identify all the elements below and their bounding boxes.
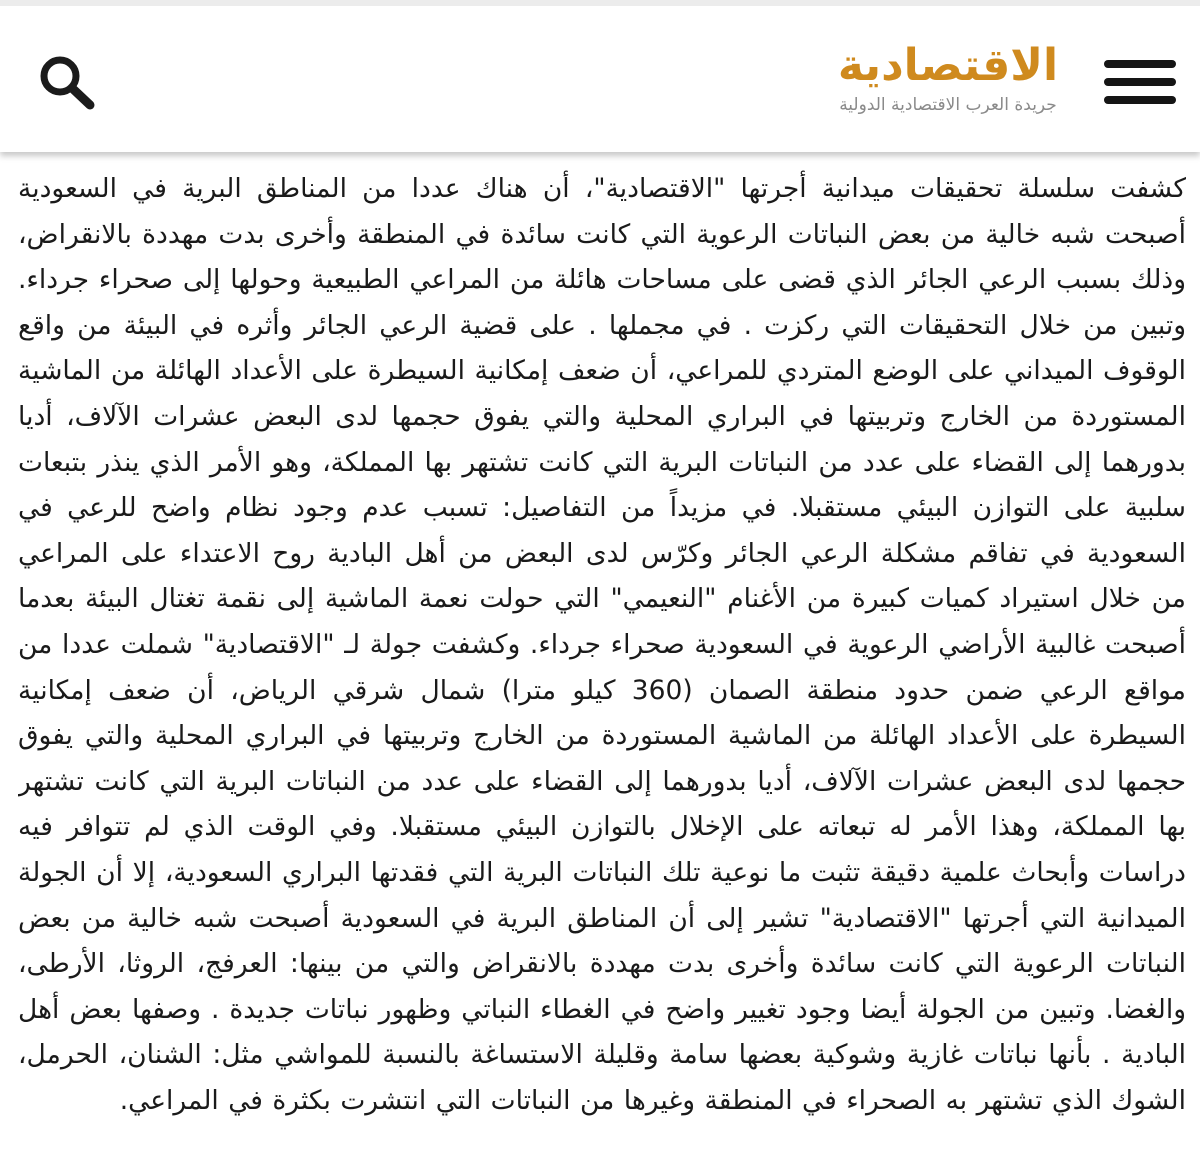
- search-icon[interactable]: [36, 52, 100, 112]
- top-edge-strip: [0, 0, 1200, 6]
- site-logo[interactable]: [820, 40, 1076, 126]
- menu-bar-line: [1104, 78, 1176, 86]
- article-content: [18, 166, 1186, 1154]
- logo-wordmark: الاقتصادية: [837, 40, 1059, 91]
- top-navigation-bar: [0, 0, 1200, 152]
- menu-bar-line: [1104, 96, 1176, 104]
- article-body-text: كشفت سلسلة تحقيقات ميدانية أجرتها "الاقتصادية"، أن هناك عددا من المناطق البرية في السعودية أصبحت شبه خالية من بعض النباتات الرعوية التي كانت سائدة في المنطقة وأخرى بدت مهددة بالانقراض، وذلك بسبب الرعي الجائر الذي قضى على مساحات هائلة من المراعي الطبيعية وحولها إلى صحراء جرداء. وتبين من خلال التحقيقات التي ركزت . في مجملها . على قضية الرعي الجائر وأثره في البيئة من واقع الوقوف الميداني على الوضع المتردي للمراعي، أن ضعف إمكانية السيطرة على الأعداد الهائلة من الماشية المستوردة من الخارج وتربيتها في البراري المحلية والتي يفوق حجمها لدى البعض عشرات الآلاف، أديا بدورهما إلى القضاء على عدد من النباتات البرية التي كانت تشتهر بها المملكة، وهو الأمر الذي ينذر بتبعات سلبية على التوازن البيئي مستقبلا. في مزيداً من التفاصيل: تسبب عدم وجود نظام واضح للرعي في السعودية في تفاقم مشكلة الرعي الجائر وكرّس لدى البعض من أهل البادية روح الاعتداء على المراعي من خلال استيراد كميات كبيرة من الأغنام "النعيمي" التي حولت نعمة الماشية إلى نقمة تغتال البيئة بعدما أصبحت غالبية الأراضي الرعوية في السعودية صحراء جرداء. وكشفت جولة لـ "الاقتصادية" شملت عددا من مواقع الرعي ضمن حدود منطقة الصمان (360 كيلو مترا) شمال شرقي الرياض، أن ضعف إمكانية السيطرة على الأعداد الهائلة من الماشية المستوردة من الخارج وتربيتها في البراري المحلية والتي يفوق حجمها لدى البعض عشرات الآلاف، أديا بدورهما إلى القضاء على عدد من النباتات البرية التي كانت تشتهر بها المملكة، وهذا الأمر له تبعاته على الإخلال بالتوازن البيئي مستقبلا. وفي الوقت الذي لم تتوافر فيه دراسات وأبحاث علمية دقيقة تثبت ما نوعية تلك النباتات البرية التي فقدتها البراري السعودية، إلا أن الجولة الميدانية التي أجرتها "الاقتصادية" تشير إلى أن المناطق البرية في السعودية أصبحت شبه خالية من بعض النباتات الرعوية التي كانت سائدة وأخرى بدت مهددة بالانقراض والتي من بينها: العرفج، الروثا، الأرطى، والغضا. وتبين من الجولة أيضا وجود تغيير واضح في الغطاء النباتي وظهور نباتات جديدة . وصفها بعض أهل البادية . بأنها نباتات غازية وشوكية بعضها سامة وقليلة الاستساغة بالنسبة للمواشي مثل: الشنان، الحرمل، الشوك الذي تشتهر به الصحراء في المنطقة وغيرها من النباتات التي انتشرت بكثرة في المراعي.: [18, 173, 1186, 1116]
- menu-bar-line: [1104, 60, 1176, 68]
- hamburger-menu-icon[interactable]: [1104, 60, 1176, 104]
- logo-tagline: جريدة العرب الاقتصادية الدولية: [839, 95, 1057, 115]
